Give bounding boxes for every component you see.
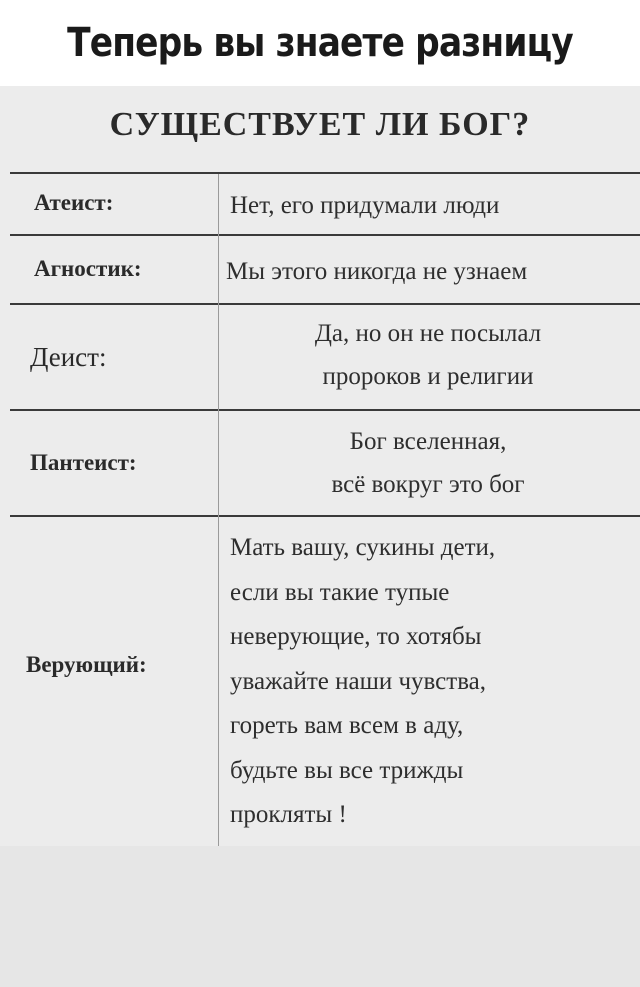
divider-line <box>10 303 640 305</box>
table-heading: СУЩЕСТВУЕТ ЛИ БОГ? <box>109 106 531 143</box>
row-answer-deist <box>228 312 628 398</box>
paper-sheet <box>0 86 640 846</box>
meme-photo <box>0 86 640 987</box>
divider-line <box>10 515 640 517</box>
divider-line <box>10 172 640 174</box>
answer-line: если вы такие тупые <box>230 578 450 606</box>
answer-line: прокляты ! <box>230 801 347 828</box>
answer-line: Бог вселенная, <box>349 428 507 455</box>
caption-bar <box>0 0 640 86</box>
answer-line: пророков и религии <box>322 363 534 390</box>
answer-line: Да, но он не посылал <box>314 320 542 347</box>
answer-line: гореть вам всем в аду, <box>230 712 464 739</box>
answer-line: уважайте наши чувства, <box>230 667 487 695</box>
row-label-agnostic: Агностик: <box>34 256 142 281</box>
row-label-deist: Деист: <box>30 342 107 372</box>
row-answer-agnostic <box>226 250 527 293</box>
answer-line: Мы этого никогда не узнаем <box>226 258 528 285</box>
answer-line: неверующие, то хотябы <box>230 623 482 650</box>
caption-text: Теперь вы знаете разницу <box>67 20 573 66</box>
answer-line: всё вокруг это бог <box>331 471 525 498</box>
photo-bottom-area <box>0 846 640 987</box>
divider-line <box>10 409 640 411</box>
column-divider <box>218 174 219 846</box>
divider-line <box>10 234 640 236</box>
row-answer-believer <box>230 526 495 838</box>
answer-line: Нет, его придумали люди <box>230 192 500 219</box>
row-label-pantheist: Пантеист: <box>30 450 137 475</box>
answer-line: Мать вашу, сукины дети, <box>230 534 496 561</box>
row-label-believer: Верующий: <box>26 652 147 677</box>
row-label-atheist: Атеист: <box>34 190 114 215</box>
row-answer-pantheist <box>228 420 628 506</box>
answer-line: будьте вы все трижды <box>230 756 464 784</box>
row-answer-atheist <box>230 184 499 227</box>
